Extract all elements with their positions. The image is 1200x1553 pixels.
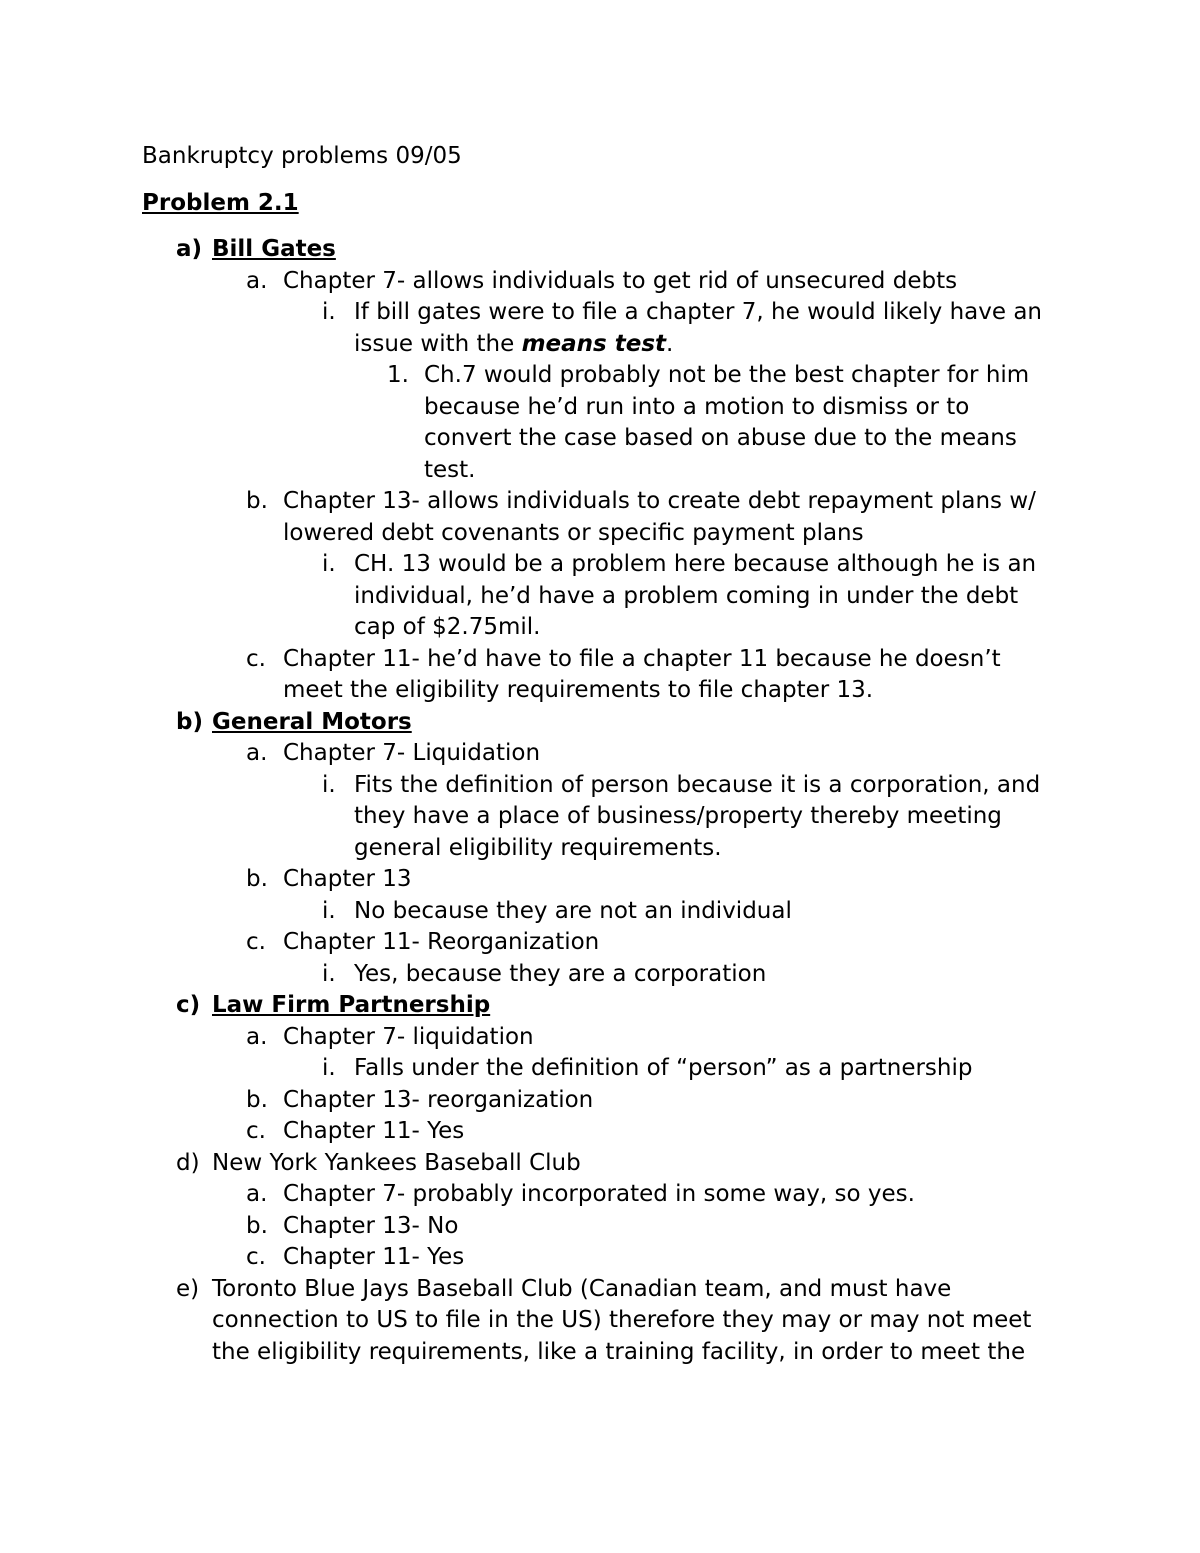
- list-marker: i.: [322, 551, 336, 577]
- list-marker: i.: [322, 897, 336, 924]
- list-item: [0, 1242, 1200, 1274]
- list-item-continuation: [0, 833, 1200, 865]
- list-item-text: Falls under the definition of “person” as a partnership: [354, 1055, 973, 1081]
- list-item-text: cap of $2.75mil.: [354, 614, 541, 640]
- text-run: .: [666, 330, 674, 357]
- list-item-continuation: [0, 612, 1200, 644]
- list-marker: c.: [246, 1118, 266, 1144]
- list-item-toronto-blue-jays: [0, 1274, 1200, 1306]
- list-marker: a.: [246, 1023, 268, 1050]
- list-item: [0, 1022, 1200, 1054]
- list-marker: a): [176, 236, 203, 262]
- list-marker: i.: [322, 960, 336, 987]
- list-marker: c.: [246, 929, 266, 955]
- list-item-text: Chapter 7- liquidation: [283, 1023, 534, 1050]
- list-marker: a.: [246, 740, 268, 766]
- text-run: issue with the: [354, 330, 522, 357]
- list-item-text: Chapter 11- he’d have to file a chapter 11 because he doesn’t: [283, 645, 1001, 672]
- list-item: [0, 486, 1200, 518]
- list-item: [0, 360, 1200, 392]
- list-item-text: No because they are not an individual: [354, 897, 792, 924]
- list-item-continuation: [0, 423, 1200, 455]
- list-item-text: Chapter 7- Liquidation: [283, 740, 541, 766]
- list-item-text: Chapter 11- Yes: [283, 1244, 465, 1270]
- list-item: [0, 927, 1200, 959]
- list-marker: c): [176, 992, 201, 1018]
- list-item-text: individual, he’d have a problem coming in under the debt: [354, 582, 1019, 609]
- list-item: [0, 1116, 1200, 1148]
- list-item: [0, 959, 1200, 991]
- list-marker: b.: [246, 488, 268, 514]
- list-marker: d): [176, 1149, 200, 1176]
- list-item-text: convert the case based on abuse due to the means: [424, 425, 1017, 451]
- list-item-text: Chapter 13- allows individuals to create debt repayment plans w/: [283, 488, 1036, 514]
- list-item-continuation: [0, 581, 1200, 613]
- list-item-text: they have a place of business/property thereby meeting: [354, 803, 1002, 829]
- list-item-new-york-yankees: [0, 1148, 1200, 1180]
- list-item: [0, 266, 1200, 298]
- list-item-text: Ch.7 would probably not be the best chapter for him: [424, 362, 1030, 388]
- list-marker: e): [176, 1275, 200, 1302]
- list-item-continuation: [0, 1305, 1200, 1337]
- list-item-text: Chapter 13- reorganization: [283, 1086, 594, 1113]
- list-item-text: Chapter 7- allows individuals to get rid of unsecured debts: [283, 267, 958, 294]
- list-item-text: test.: [424, 456, 476, 483]
- list-item-text: lowered debt covenants or specific payment plans: [283, 519, 864, 546]
- list-item-continuation: [0, 801, 1200, 833]
- list-item-continuation: [0, 455, 1200, 487]
- list-marker: b.: [246, 1212, 268, 1239]
- list-item-text: Chapter 11- Yes: [283, 1118, 465, 1144]
- list-marker: i.: [322, 1055, 336, 1081]
- list-item-continuation: [0, 392, 1200, 424]
- list-item-text: meet the eligibility requirements to file chapter 13.: [283, 677, 874, 703]
- list-item: [0, 738, 1200, 770]
- list-item: [0, 644, 1200, 676]
- section-heading-new-york-yankees: New York Yankees Baseball Club: [212, 1149, 581, 1176]
- list-item: [0, 549, 1200, 581]
- problem-heading: Problem 2.1: [142, 190, 299, 216]
- list-marker: b.: [246, 866, 268, 892]
- list-item-text: because he’d run into a motion to dismiss or to: [424, 393, 970, 420]
- list-item-text: the eligibility requirements, like a training facility, in order to meet the: [212, 1338, 1026, 1365]
- list-item: [0, 297, 1200, 329]
- list-item-continuation: [0, 518, 1200, 550]
- list-marker: i.: [322, 771, 336, 798]
- list-item-text: Chapter 7- probably incorporated in some way, so yes.: [283, 1181, 915, 1207]
- list-item-text: Chapter 13: [283, 866, 412, 892]
- list-item-general-motors: [0, 707, 1200, 739]
- list-item: [0, 864, 1200, 896]
- list-item-continuation: [0, 329, 1200, 361]
- list-item-text: connection to US to file in the US) therefore they may or may not meet: [212, 1307, 1032, 1333]
- list-item: [0, 1179, 1200, 1211]
- list-item-text: Chapter 13- No: [283, 1212, 459, 1239]
- section-heading-general-motors: General Motors: [212, 708, 412, 735]
- list-item: [0, 770, 1200, 802]
- list-marker: b.: [246, 1086, 268, 1113]
- list-marker: c.: [246, 645, 266, 672]
- section-heading-law-firm-partnership: Law Firm Partnership: [212, 992, 491, 1018]
- list-item-law-firm-partnership: [0, 990, 1200, 1022]
- list-item: [0, 1053, 1200, 1085]
- list-item-text: Fits the definition of person because it is a corporation, and: [354, 771, 1041, 798]
- list-marker: i.: [322, 299, 336, 325]
- list-item-text: [354, 329, 673, 361]
- list-item: [0, 896, 1200, 928]
- list-marker: b): [176, 708, 203, 735]
- outline-list: [0, 234, 1200, 1368]
- emphasis-means-test: means test: [521, 330, 666, 357]
- list-item-text: Yes, because they are a corporation: [354, 960, 767, 987]
- list-item-text: Chapter 11- Reorganization: [283, 929, 600, 955]
- list-item-text: CH. 13 would be a problem here because although he is an: [354, 551, 1037, 577]
- list-item-continuation: [0, 675, 1200, 707]
- list-item-text: Toronto Blue Jays Baseball Club (Canadian team, and must have: [212, 1275, 952, 1302]
- list-item: [0, 1085, 1200, 1117]
- section-heading-bill-gates: Bill Gates: [212, 236, 336, 262]
- list-item-text: If bill gates were to file a chapter 7, he would likely have an: [354, 299, 1043, 325]
- list-marker: 1.: [387, 362, 409, 388]
- list-marker: a.: [246, 267, 268, 294]
- list-item-text: general eligibility requirements.: [354, 834, 722, 861]
- document-title: Bankruptcy problems 09/05: [142, 143, 462, 169]
- list-item-continuation: [0, 1337, 1200, 1369]
- list-item: [0, 1211, 1200, 1243]
- list-item-bill-gates: [0, 234, 1200, 266]
- list-marker: a.: [246, 1181, 268, 1207]
- list-marker: c.: [246, 1244, 266, 1270]
